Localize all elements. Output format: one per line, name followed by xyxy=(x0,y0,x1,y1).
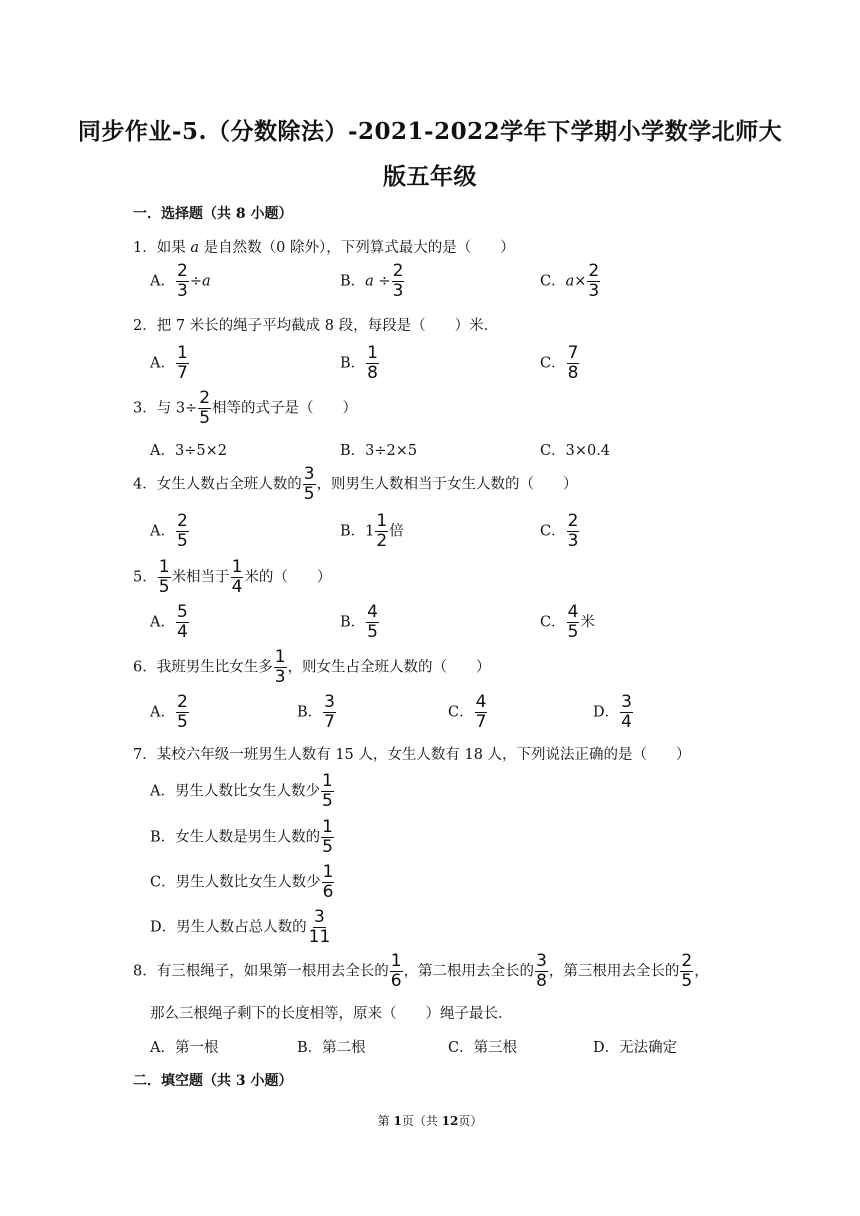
question-2-option-b[interactable]: B． $\frac{1}{8}$ xyxy=(340,343,378,383)
question-7-stem: 7．某校六年级一班男生人数有 15 人，女生人数有 18 人，下列说法正确的是（ ） xyxy=(133,747,691,763)
fraction: $\frac{3}{5}$ xyxy=(303,464,315,504)
fraction: $\frac{1}{3}$ xyxy=(274,647,286,687)
question-8-option-d[interactable]: D．无法确定 xyxy=(593,1040,678,1056)
question-4-option-a[interactable]: A． $\frac{2}{5}$ xyxy=(150,511,188,551)
fraction: $\frac{2}{5}$ xyxy=(176,692,188,732)
fraction: $\frac{3}{11}$ xyxy=(308,907,331,947)
fraction: $\frac{2}{3}$ xyxy=(176,261,188,301)
question-5-option-a[interactable]: A． $\frac{5}{4}$ xyxy=(150,602,188,642)
fraction: $\frac{4}{5}$ xyxy=(567,602,579,642)
fraction: $\frac{4}{5}$ xyxy=(367,602,378,642)
fraction: $\frac{4}{7}$ xyxy=(475,692,487,732)
question-5-option-c[interactable]: C． $\frac{4}{5}$ 米 xyxy=(540,602,595,642)
question-3-option-b[interactable]: B．3÷2×5 xyxy=(340,443,418,459)
question-8-option-b[interactable]: B．第二根 xyxy=(297,1040,366,1056)
section-heading-choice: 一．选择题（共 8 小题） xyxy=(133,206,293,222)
fraction: $\frac{1}{6}$ xyxy=(322,862,334,902)
question-4-option-c[interactable]: C． $\frac{2}{3}$ xyxy=(540,511,579,551)
question-1-option-c[interactable]: C．a× $\frac{2}{3}$ xyxy=(540,261,600,301)
question-5-option-b[interactable]: B． $\frac{4}{5}$ xyxy=(340,602,378,642)
page-title: 同步作业-5.（分数除法）-2021-2022学年下学期小学数学北师大 xyxy=(77,118,783,145)
fraction: $\frac{3}{7}$ xyxy=(324,692,335,732)
question-4-stem: 4．女生人数占全班人数的 $\frac{3}{5}$ ，则男生人数相当于女生人数的（ ） xyxy=(133,464,578,504)
question-3-stem: 3．与 3÷ $\frac{2}{5}$ 相等的式子是（ ） xyxy=(133,388,358,428)
fraction: $\frac{2}{5}$ xyxy=(176,511,188,551)
fraction: $\frac{2}{5}$ xyxy=(681,951,693,991)
fraction: $\frac{1}{7}$ xyxy=(176,343,188,383)
fraction: $\frac{3}{4}$ xyxy=(621,692,632,732)
question-6-stem: 6．我班男生比女生多 $\frac{1}{3}$ ，则女生占全班人数的（ ） xyxy=(133,647,491,687)
fraction: $\frac{7}{8}$ xyxy=(567,343,579,383)
page-footer: 第 1页（共 12页） xyxy=(377,1114,483,1128)
question-5-stem: 5． $\frac{1}{5}$ 米相当于 $\frac{1}{4}$ 米的（ ） xyxy=(133,557,332,597)
question-7-option-a[interactable]: A．男生人数比女生人数少 $\frac{1}{5}$ xyxy=(150,771,333,811)
question-6-option-c[interactable]: C． $\frac{4}{7}$ xyxy=(448,692,487,732)
question-6-option-a[interactable]: A． $\frac{2}{5}$ xyxy=(150,692,188,732)
fraction: $\frac{3}{8}$ xyxy=(536,951,547,991)
fraction: $\frac{1}{6}$ xyxy=(390,951,402,991)
page-title-continued: 版五年级 xyxy=(383,163,477,190)
fraction: $\frac{1}{4}$ xyxy=(231,557,243,597)
fraction: $\frac{5}{4}$ xyxy=(176,602,188,642)
fraction: $\frac{2}{3}$ xyxy=(392,261,404,301)
fraction: $\frac{2}{3}$ xyxy=(588,261,600,301)
question-8-stem: 8．有三根绳子，如果第一根用去全长的 $\frac{1}{6}$ ，第二根用去全长的 $\frac{3}{8}$ ，第三根用去全长的 $\frac{2}{5}$ ， xyxy=(133,951,709,991)
question-8-option-c[interactable]: C．第三根 xyxy=(448,1040,518,1056)
question-8-stem-continued: 那么三根绳子剩下的长度相等，原来（ ）绳子最长． xyxy=(150,1006,513,1022)
question-6-option-b[interactable]: B． $\frac{3}{7}$ xyxy=(297,692,335,732)
question-3-option-a[interactable]: A．3÷5×2 xyxy=(150,443,227,459)
question-8-option-a[interactable]: A．第一根 xyxy=(150,1040,219,1056)
fraction: $\frac{1}{5}$ xyxy=(321,771,333,811)
question-2-stem: 2．把 7 米长的绳子平均截成 8 段，每段是（ ）米． xyxy=(133,318,499,334)
question-4-option-b[interactable]: B．1 $\frac{1}{2}$ 倍 xyxy=(340,511,404,551)
question-7-option-d[interactable]: D．男生人数占总人数的 $\frac{3}{11}$ xyxy=(150,907,331,947)
question-2-option-c[interactable]: C． $\frac{7}{8}$ xyxy=(540,343,579,383)
section-heading-fill-in: 二．填空题（共 3 小题） xyxy=(133,1073,293,1089)
fraction: $\frac{2}{3}$ xyxy=(567,511,579,551)
question-7-option-b[interactable]: B．女生人数是男生人数的 $\frac{1}{5}$ xyxy=(150,817,333,857)
question-7-option-c[interactable]: C．男生人数比女生人数少 $\frac{1}{6}$ xyxy=(150,862,334,902)
question-2-option-a[interactable]: A． $\frac{1}{7}$ xyxy=(150,343,188,383)
total-pages: 12 xyxy=(441,1114,459,1128)
page-number: 1 xyxy=(393,1114,402,1128)
question-1-stem: 1．如果 a 是自然数（0 除外），下列算式最大的是（ ） xyxy=(133,240,515,256)
fraction: $\frac{1}{8}$ xyxy=(367,343,378,383)
question-1-option-b[interactable]: B．a ÷ $\frac{2}{3}$ xyxy=(340,261,404,301)
question-3-option-c[interactable]: C．3×0.4 xyxy=(540,443,611,459)
question-6-option-d[interactable]: D． $\frac{3}{4}$ xyxy=(593,692,632,732)
fraction: $\frac{2}{5}$ xyxy=(199,388,211,428)
fraction: $\frac{1}{5}$ xyxy=(322,817,333,857)
fraction: $\frac{1}{2}$ xyxy=(376,511,388,551)
fraction: $\frac{1}{5}$ xyxy=(158,557,170,597)
question-1-option-a[interactable]: A． $\frac{2}{3}$ ÷a xyxy=(150,261,211,301)
